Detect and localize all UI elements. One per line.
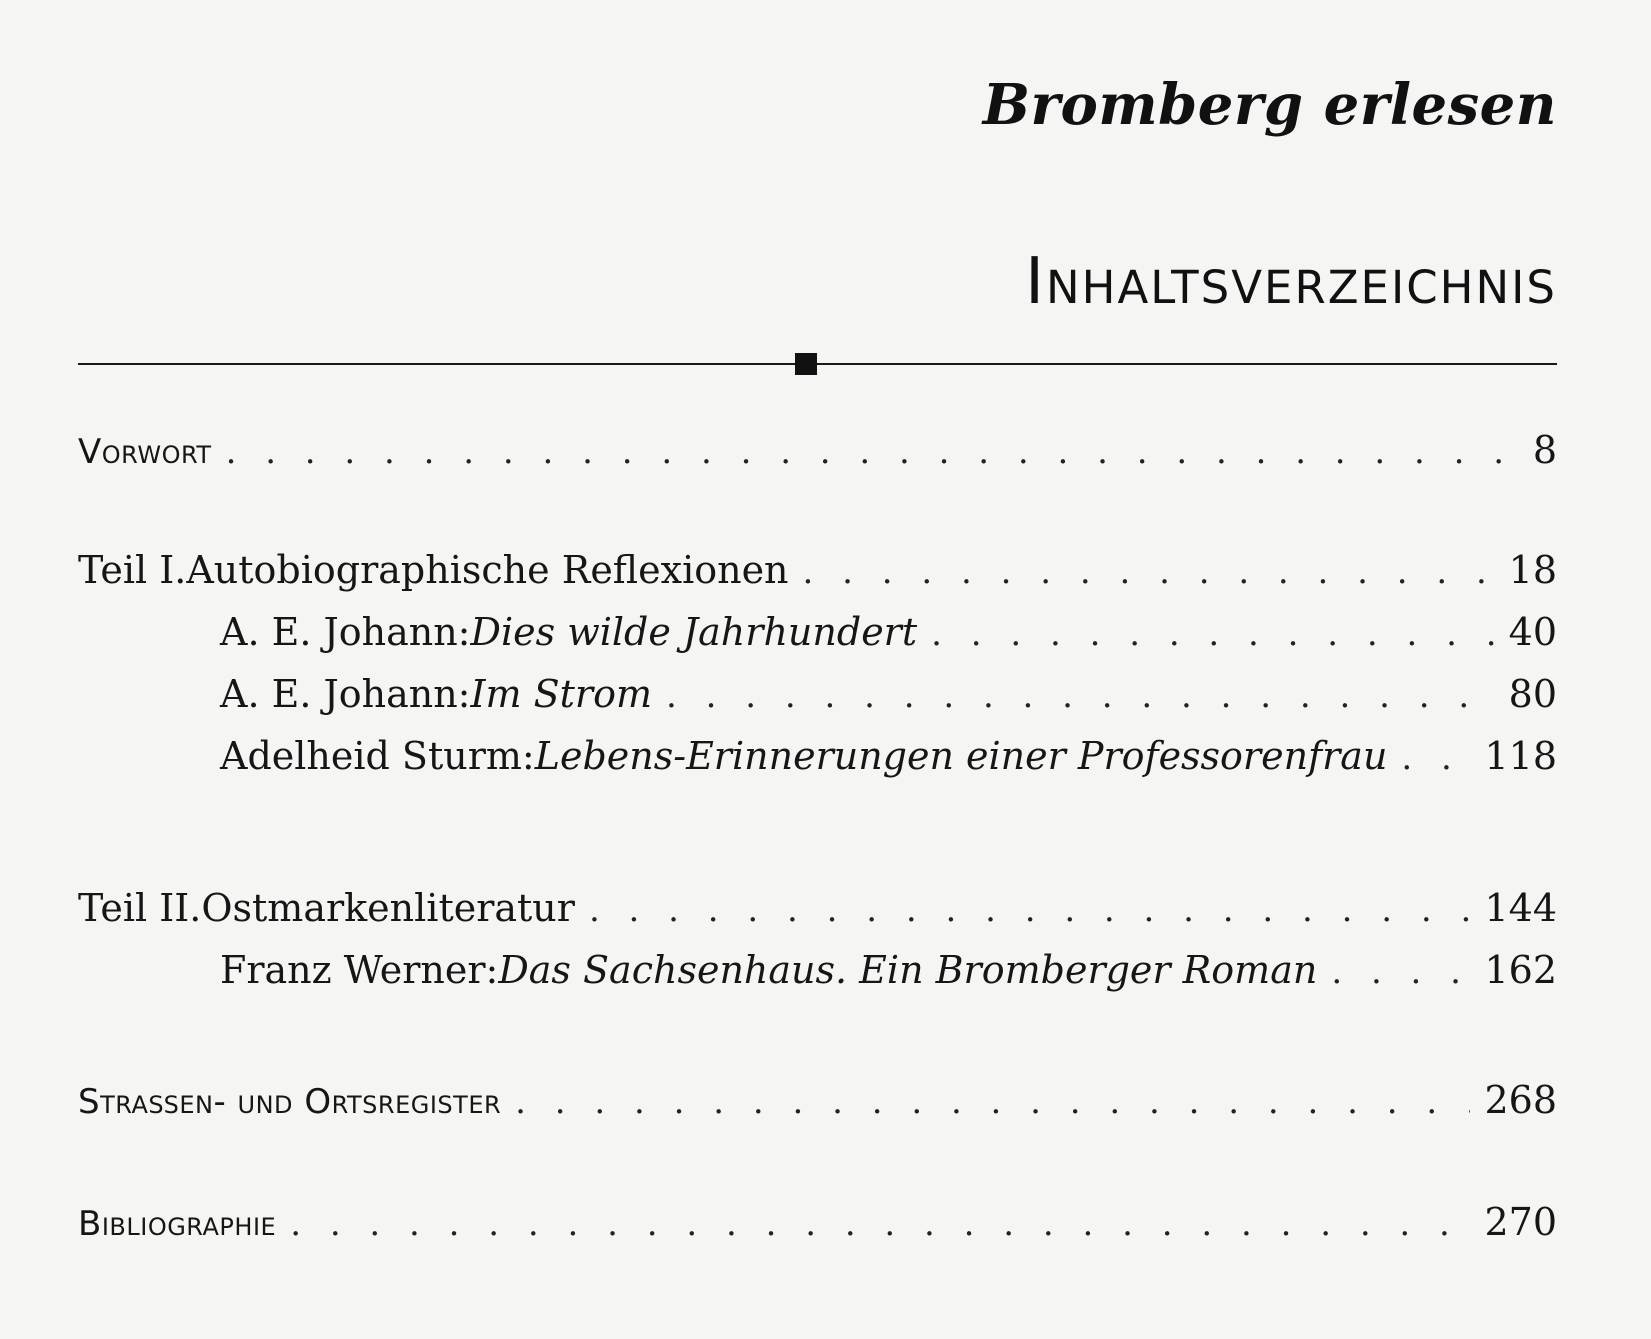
part-label: Teil I.: [78, 548, 187, 592]
dot-leader: [589, 890, 1471, 930]
rule-square-ornament: [795, 353, 817, 375]
toc-entry-teil-1: [78, 548, 1557, 592]
toc-entry-vorwort: [78, 428, 1557, 472]
toc-entry-title: Ostmarkenliteratur: [201, 886, 575, 930]
toc-entry-register: [78, 1078, 1557, 1122]
toc-work-title: Lebens-Erinnerungen einer Professorenfrau: [534, 734, 1388, 778]
dot-leader: [666, 676, 1495, 716]
toc-page-number: 118: [1484, 734, 1557, 778]
part-label: Teil II.: [78, 886, 202, 930]
book-title: Bromberg erlesen: [982, 72, 1557, 138]
toc-page-number: 162: [1484, 948, 1557, 992]
dot-leader: [1331, 952, 1470, 992]
toc-entry-bibliographie: [78, 1200, 1557, 1244]
toc-page-number: 270: [1484, 1200, 1557, 1244]
toc-author: A. E. Johann:: [220, 610, 471, 654]
toc-author: A. E. Johann:: [220, 672, 471, 716]
dot-leader: [931, 614, 1495, 654]
toc-page-number: 268: [1484, 1078, 1557, 1122]
toc-work-title: Im Strom: [470, 672, 653, 716]
dot-leader: [1401, 738, 1470, 778]
dot-leader: [803, 552, 1495, 592]
toc-work-title: Dies wilde Jahrhundert: [470, 610, 918, 654]
toc-entry-teil-2: [78, 886, 1557, 930]
toc-entry-title: Vorwort: [78, 432, 212, 472]
toc-subentry: [220, 948, 1557, 992]
dot-leader: [290, 1204, 1470, 1244]
toc-author: Adelheid Sturm:: [220, 734, 535, 778]
toc-heading: Inhaltsverzeichnis: [1025, 245, 1557, 319]
dot-leader: [515, 1082, 1470, 1122]
toc-entry-title: Bibliographie: [78, 1204, 277, 1244]
toc-page-number: 8: [1532, 428, 1557, 472]
heading-rule: [78, 363, 1557, 365]
toc-subentry: [220, 610, 1557, 654]
toc-author: Franz Werner:: [220, 948, 499, 992]
toc-page-number: 144: [1484, 886, 1557, 930]
toc-subentry: [220, 734, 1557, 778]
toc-page-number: 40: [1508, 610, 1557, 654]
toc-page-number: 18: [1508, 548, 1557, 592]
toc-subentry: [220, 672, 1557, 716]
toc-entry-title: Straßen- und Ortsregister: [78, 1082, 502, 1122]
dot-leader: [226, 432, 1519, 472]
toc-work-title: Das Sachsenhaus. Ein Bromberger Roman: [498, 948, 1318, 992]
toc-entry-title: Autobiographische Reflexionen: [186, 548, 789, 592]
toc-page-number: 80: [1508, 672, 1557, 716]
